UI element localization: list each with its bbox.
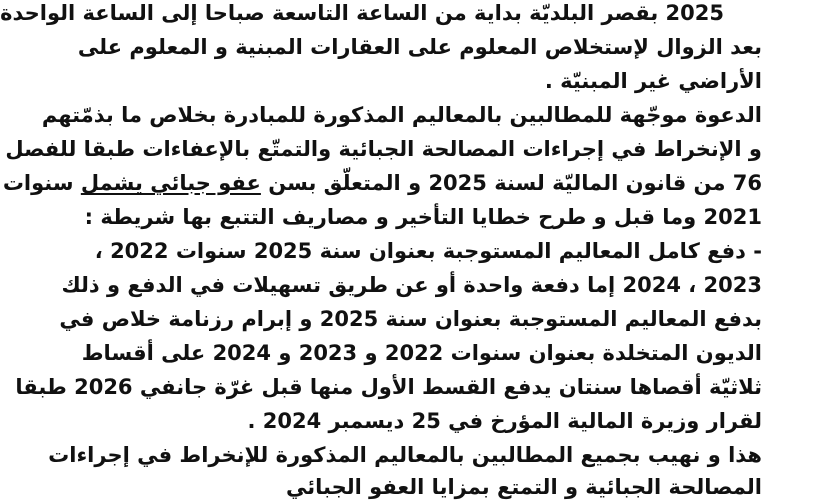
segment: من قانون الماليّة لسنة	[486, 171, 733, 195]
segment: 2024	[262, 409, 322, 433]
segment: إما دفعة واحدة أو عن طريق تسهيلات في الدفع و ذلك	[61, 273, 623, 297]
text-line-11	[81, 336, 762, 370]
segment: بقصر البلديّة بداية من الساعة التاسعة صباحا إلى الساعة الواحدة	[0, 1, 666, 25]
segment: ،	[680, 273, 704, 297]
segment: .	[247, 409, 263, 433]
segment: 25	[411, 409, 441, 433]
segment: ثلاثيّة أقصاها سنتان يدفع القسط الأول منها قبل غرّة جانفي	[132, 375, 762, 399]
text-line-2	[77, 30, 762, 64]
segment: ،	[94, 239, 111, 263]
segment: سنوات	[168, 239, 254, 263]
segment: وما قبل و طرح خطايا التأخير و مصاريف التتبع بها شريطة :	[84, 205, 704, 229]
text-line-6	[2, 166, 762, 200]
segment: 2022	[384, 341, 444, 365]
segment: هذا و نهيب بجميع المطالبين بالمعاليم المذكورة للإنخراط في إجراءات	[48, 443, 762, 467]
segment: و	[357, 341, 385, 365]
segment: الأراضي غير المبنيّة .	[544, 69, 762, 93]
segment: لقرار وزيرة المالية المؤرخ في	[440, 409, 762, 433]
segment: و الإنخراط في إجراءات المصالحة الجبائية والتمتّع بالإعفاءات طبقا للفصل	[5, 137, 762, 161]
underlined-segment: عفو جبائي يشمل	[80, 171, 261, 195]
text-line-9	[61, 268, 762, 302]
segment: 2026	[74, 375, 133, 399]
segment: و إبرام رزنامة خلاص في	[59, 307, 320, 331]
segment: بعد الزوال لإستخلاص المعلوم على العقارات المبنية و المعلوم على	[77, 35, 762, 59]
segment: طبقا	[15, 375, 75, 399]
text-line-13	[247, 404, 762, 438]
segment: 2021	[703, 205, 762, 229]
segment: 2025	[428, 171, 487, 195]
segment: الدعوة موجّهة للمطالبين بالمعاليم المذكورة للمبادرة بخلاص ما بذمّتهم	[41, 103, 762, 127]
text-line-4	[41, 98, 762, 132]
text-line-8	[94, 234, 762, 268]
segment: و	[271, 341, 299, 365]
segment: 2023	[298, 341, 358, 365]
segment: 2025	[253, 239, 313, 263]
segment: 2023	[703, 273, 762, 297]
segment: 2025	[665, 1, 724, 25]
segment: 2024	[622, 273, 681, 297]
segment: 2022	[110, 239, 169, 263]
text-line-15	[286, 470, 762, 504]
text-line-14	[48, 438, 762, 472]
segment: 2025	[319, 307, 379, 331]
text-line-12	[15, 370, 762, 404]
segment: ديسمبر	[321, 409, 412, 433]
segment: سنوات	[2, 171, 81, 195]
segment: الديون المتخلدة بعنوان سنوات	[443, 341, 762, 365]
segment: 2024	[212, 341, 272, 365]
text-line-5	[5, 132, 762, 166]
text-line-1	[0, 0, 724, 30]
text-line-3	[545, 64, 762, 98]
segment: - دفع كامل المعاليم المستوجبة بعنوان سنة	[312, 239, 762, 263]
segment: 76	[732, 171, 762, 195]
segment: المصالحة الجبائية و التمتع بمزايا العفو الجبائي	[286, 475, 762, 499]
segment: بدفع المعاليم المستوجبة بعنوان سنة	[378, 307, 762, 331]
text-line-10	[59, 302, 762, 336]
segment: على أقساط	[81, 341, 213, 365]
segment: و المتعلّق بسن	[260, 171, 429, 195]
text-line-7	[85, 200, 762, 234]
